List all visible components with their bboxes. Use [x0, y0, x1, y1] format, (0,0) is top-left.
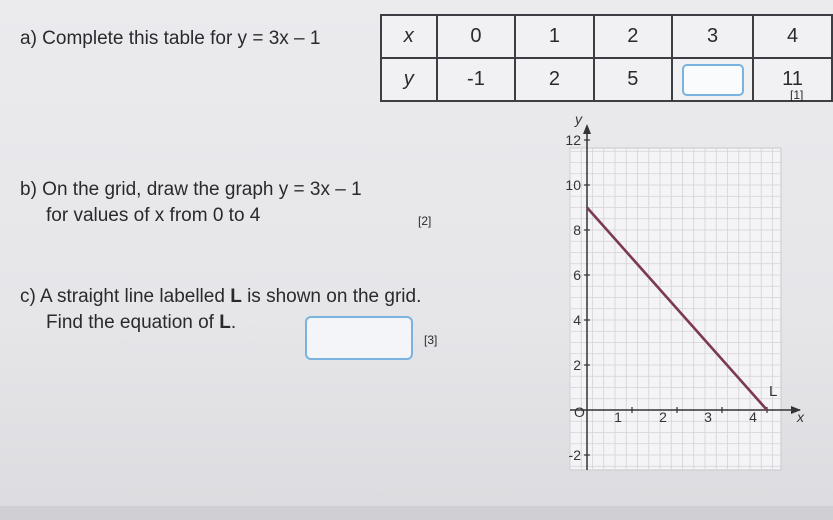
part-c-line1-prefix: c) A straight line labelled	[20, 286, 231, 307]
part-c-marks: [3]	[424, 333, 438, 347]
bottom-bar	[0, 506, 833, 520]
y-tick-label: 2	[573, 357, 581, 373]
part-c-line1	[20, 285, 421, 309]
values-table	[380, 14, 833, 102]
part-b-line2: for values of x from 0 to 4	[46, 205, 261, 226]
y-value-4: 11	[753, 58, 832, 101]
y-value-0: -1	[437, 58, 516, 101]
y-value-3-cell	[672, 58, 753, 101]
y-axis-label: y	[575, 111, 582, 127]
part-c-line1-bold: L	[230, 286, 242, 307]
y-header: y	[381, 58, 437, 101]
part-c-line2	[46, 311, 236, 335]
x-tick-label: 4	[749, 409, 757, 425]
part-a-marks: [1]	[790, 88, 804, 102]
y-value-2: 5	[594, 58, 672, 101]
x-value-1: 1	[515, 15, 593, 58]
x-value-3: 3	[672, 15, 753, 58]
line-l-label: L	[769, 383, 778, 400]
table-row-x	[381, 15, 832, 58]
coordinate-grid	[545, 110, 804, 490]
y-axis-arrow	[583, 124, 591, 134]
part-b-line1: b) On the grid, draw the graph y = 3x – 1	[20, 179, 362, 200]
origin-label: O	[574, 404, 585, 420]
y-tick-label: 10	[565, 177, 581, 193]
x-value-4: 4	[753, 15, 832, 58]
x-value-0: 0	[437, 15, 516, 58]
y-tick-label: 12	[565, 132, 581, 148]
part-c-line2-prefix: Find the equation of	[46, 312, 220, 333]
x-axis-label: x	[797, 409, 804, 425]
part-a-equation: y = 3x – 1	[237, 28, 321, 49]
part-c-line2-suffix: .	[230, 312, 237, 333]
part-c-line2-bold: L	[219, 312, 231, 333]
part-a-question	[20, 27, 320, 51]
part-a-prefix: a) Complete this table for	[20, 28, 238, 49]
answer-input-y-at-3[interactable]	[682, 64, 744, 96]
answer-input-equation-l[interactable]	[305, 316, 413, 360]
x-header: x	[381, 15, 437, 58]
x-tick-label: 3	[704, 409, 712, 425]
y-tick-label: 8	[573, 222, 581, 238]
y-tick-label: 4	[573, 312, 581, 328]
x-value-2: 2	[594, 15, 672, 58]
x-tick-label: 2	[659, 409, 667, 425]
y-value-1: 2	[515, 58, 593, 101]
part-b-marks: [2]	[418, 214, 432, 228]
y-tick-label: 6	[573, 267, 581, 283]
part-c-line1-suffix: is shown on the grid.	[241, 286, 422, 307]
table-row-y	[381, 58, 832, 101]
y-tick-label: -2	[568, 447, 581, 463]
x-tick-label: 1	[614, 409, 622, 425]
